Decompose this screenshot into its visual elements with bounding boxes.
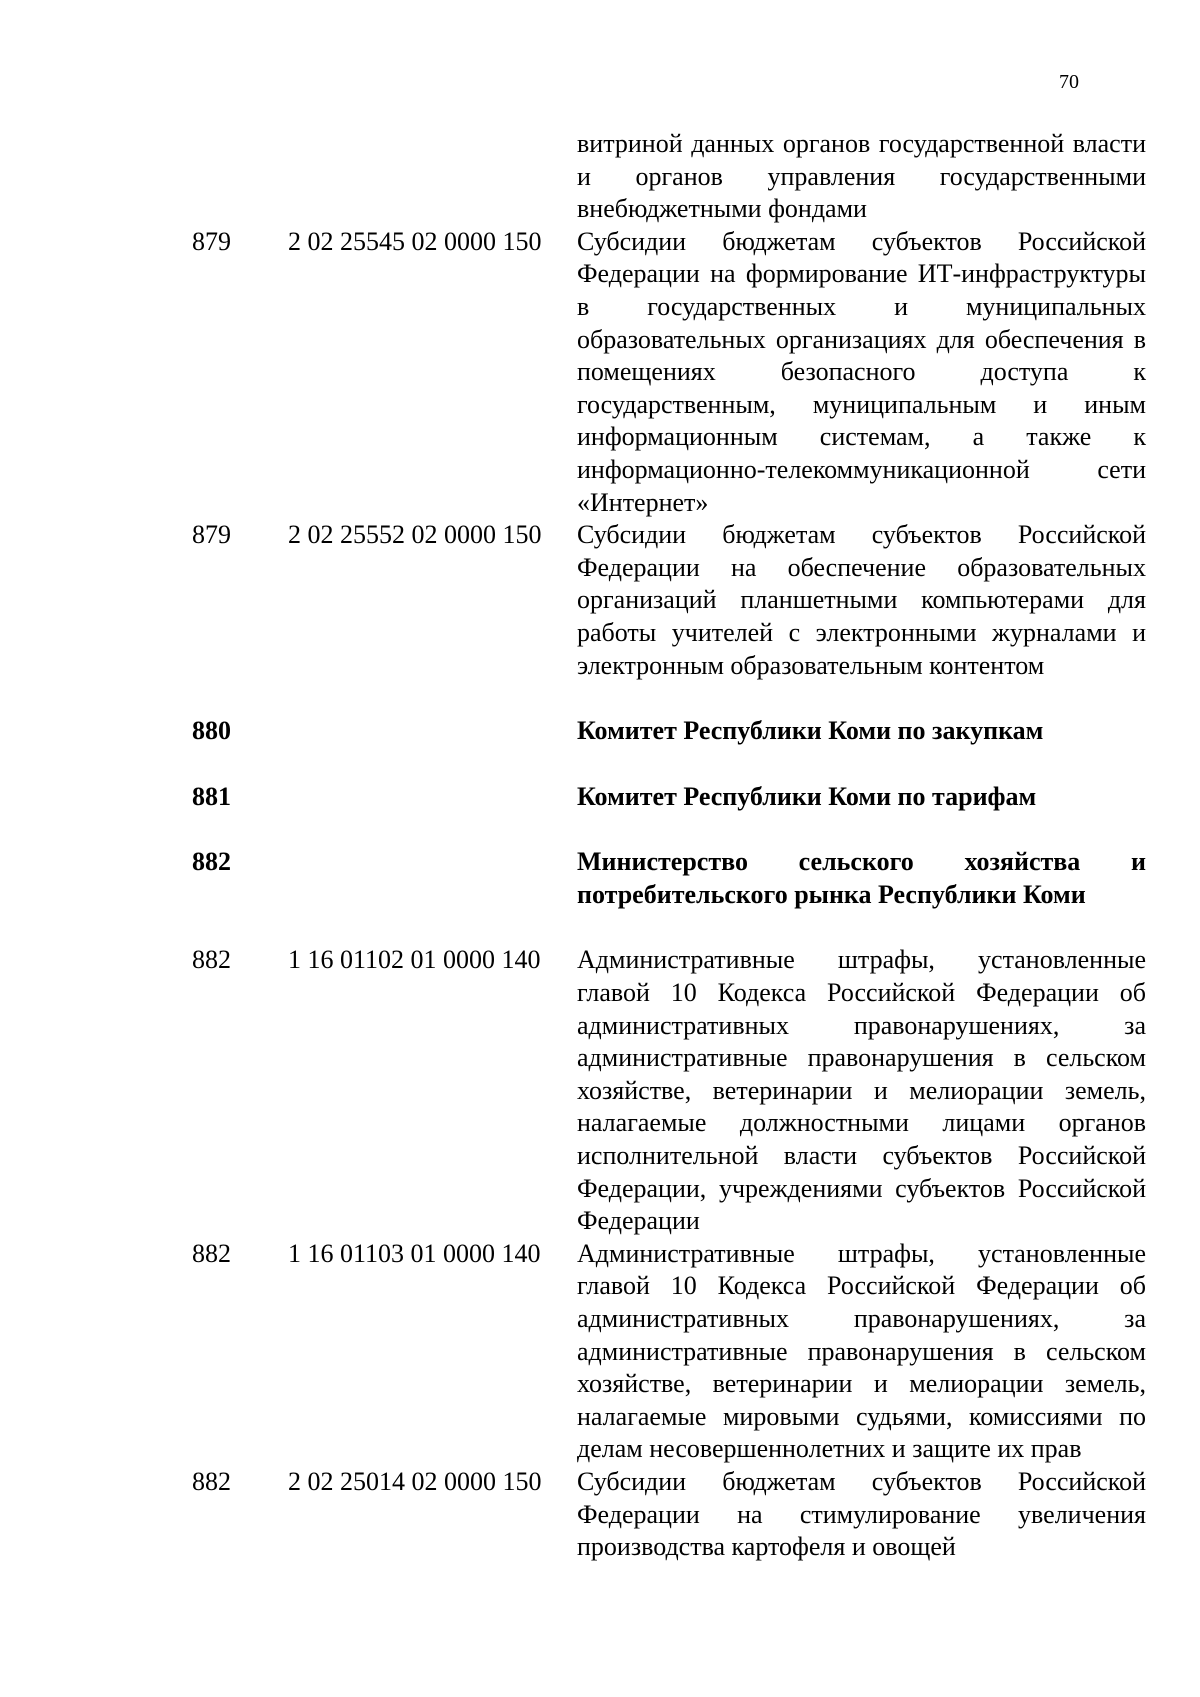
admin-code: 882 [192, 1238, 231, 1268]
revenue-code: 1 16 01103 01 0000 140 [288, 1238, 541, 1268]
section-title: Комитет Республики Коми по закупкам [577, 716, 1044, 746]
admin-code: 879 [192, 520, 231, 550]
section-header-row [0, 715, 1200, 748]
table-row [0, 1238, 1200, 1466]
section-title: Комитет Республики Коми по тарифам [577, 781, 1037, 811]
revenue-code: 2 02 25545 02 0000 150 [288, 226, 542, 256]
admin-code: 882 [192, 847, 231, 877]
page-number: 70 [1059, 71, 1079, 93]
description: Субсидии бюджетам субъектов Российской Федерации на обеспечение образовательных организаций планшетными компьютерами для работы учителей с электронными журналами и электронным образовательным контентом [577, 520, 1146, 680]
table-row [0, 519, 1200, 682]
admin-code: 880 [192, 716, 231, 746]
revenue-code: 2 02 25014 02 0000 150 [288, 1466, 542, 1496]
description: Административные штрафы, установленные главой 10 Кодекса Российской Федерации об административных правонарушениях, за административные правонарушения в сельском хозяйстве, ветеринарии и мелиорации земель, налагаемые должностными лицами органов исполнительной власти субъектов Российской Федерации, учреждениями субъектов Российской Федерации [577, 945, 1146, 1236]
description: Административные штрафы, установленные главой 10 Кодекса Российской Федерации об административных правонарушениях, за административные правонарушения в сельском хозяйстве, ветеринарии и мелиорации земель, налагаемые мировыми судьями, комиссиями по делам несовершеннолетних и защите их прав [577, 1238, 1146, 1464]
section-header-row [0, 846, 1200, 911]
revenue-code: 2 02 25552 02 0000 150 [288, 520, 542, 550]
table-row [0, 1466, 1200, 1564]
revenue-code: 1 16 01102 01 0000 140 [288, 945, 541, 975]
table-row [0, 226, 1200, 519]
description: Субсидии бюджетам субъектов Российской Федерации на формирование ИТ-инфраструктуры в государственных и муниципальных образовательных организациях для обеспечения в помещениях безопасного доступа к государственным, муниципальным и иным информационным системам, а также к информационно-телекоммуникационной сети «Интернет» [577, 226, 1146, 517]
section-header-row [0, 781, 1200, 814]
admin-code: 882 [192, 945, 231, 975]
admin-code: 882 [192, 1466, 231, 1496]
table-row [0, 128, 1200, 226]
revenue-code-table [0, 128, 1200, 1564]
description: витриной данных органов государственной власти и органов управления государственными внебюджетными фондами [577, 129, 1146, 224]
table-row [0, 944, 1200, 1237]
description: Субсидии бюджетам субъектов Российской Федерации на стимулирование увеличения производства картофеля и овощей [577, 1466, 1146, 1562]
admin-code: 879 [192, 226, 231, 256]
section-title: Министерство сельского хозяйства и потребительского рынка Республики Коми [577, 847, 1146, 909]
admin-code: 881 [192, 781, 231, 811]
